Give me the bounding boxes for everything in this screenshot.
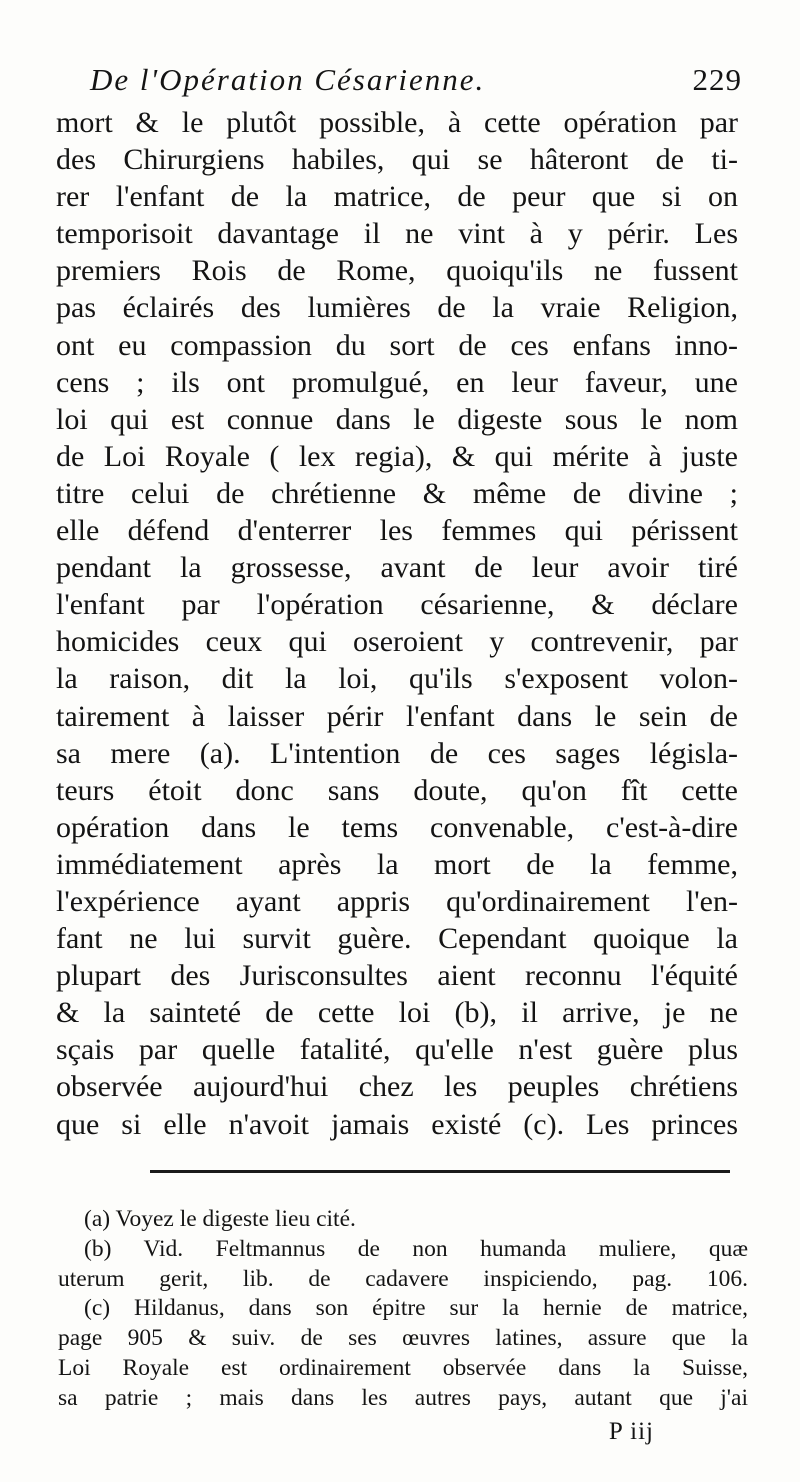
body-line: immédiatement après la mort de la femme, (56, 847, 738, 881)
body-line: titre celui de chrétienne & même de divine ; (56, 476, 738, 510)
body-line: pendant la grossesse, avant de leur avoir tiré (56, 551, 738, 585)
body-line: que si elle n'avoit jamais existé (c). Les princes (56, 1107, 738, 1141)
body-line: elle défend d'enterrer les femmes qui périssent (56, 514, 738, 548)
body-text (56, 104, 738, 1143)
body-line: observée aujourd'hui chez les peuples chrétiens (56, 1070, 738, 1104)
body-line: l'enfant par l'opération césarienne, & déclare (56, 588, 738, 622)
footnote-c-continued: page 905 & suiv. de ses œuvres latines, assure que la (58, 1325, 748, 1352)
footnote-c-continued: sa patrie ; mais dans les autres pays, autant que j'ai (58, 1384, 748, 1411)
footnote-c-continued: Loi Royale est ordinairement observée dans la Suisse, (58, 1354, 748, 1381)
body-line: des Chirurgiens habiles, qui se hâteront de ti- (56, 143, 738, 177)
body-line: rer l'enfant de la matrice, de peur que si on (56, 180, 738, 214)
body-line: temporisoit davantage il ne vint à y périr. Les (56, 217, 738, 251)
footnotes (58, 1205, 748, 1414)
footnote-divider (150, 1170, 730, 1173)
body-line: pas éclairés des lumières de la vraie Religion, (56, 291, 738, 325)
body-line: ont eu compassion du sort de ces enfans inno- (56, 328, 738, 362)
footnote-c: (c) Hildanus, dans son épitre sur la hernie de matrice, (84, 1295, 748, 1322)
body-line: opération dans le tems convenable, c'est-à-dire (56, 810, 738, 844)
body-line: sa mere (a). L'intention de ces sages législa- (56, 736, 738, 770)
footnote-a: (a) Voyez le digeste lieu cité. (84, 1206, 356, 1232)
page-number: 229 (692, 62, 742, 97)
body-line: loi qui est connue dans le digeste sous le nom (56, 402, 738, 436)
body-line: plupart des Jurisconsultes aient reconnu l'équité (56, 959, 738, 993)
body-line: tairement à laisser périr l'enfant dans le sein de (56, 699, 738, 733)
body-line: cens ; ils ont promulgué, en leur faveur, une (56, 365, 738, 399)
body-line: & la sainteté de cette loi (b), il arrive, je ne (56, 996, 738, 1030)
body-line: la raison, dit la loi, qu'ils s'exposent volon- (56, 662, 738, 696)
body-line: sçais par quelle fatalité, qu'elle n'est guère plus (56, 1033, 738, 1067)
body-line: mort & le plutôt possible, à cette opération par (56, 106, 738, 139)
signature-mark: P iij (608, 1418, 654, 1445)
body-line: de Loi Royale ( lex regia), & qui mérite à juste (56, 439, 738, 473)
body-line: teurs étoit donc sans doute, qu'on fît cette (56, 773, 738, 807)
body-line: fant ne lui survit guère. Cependant quoique la (56, 922, 738, 956)
body-line: homicides ceux qui oseroient y contrevenir, par (56, 625, 738, 659)
body-line: l'expérience ayant appris qu'ordinairement l'en- (56, 884, 738, 918)
running-head-title: De l'Opération Césarienne. (90, 62, 486, 97)
footnote-b: (b) Vid. Feltmannus de non humanda muliere, quæ (84, 1235, 748, 1262)
footnote-b-continued: uterum gerit, lib. de cadavere inspiciendo, pag. 106. (58, 1265, 748, 1292)
running-head (90, 62, 746, 110)
body-line: premiers Rois de Rome, quoiqu'ils ne fussent (56, 254, 738, 288)
